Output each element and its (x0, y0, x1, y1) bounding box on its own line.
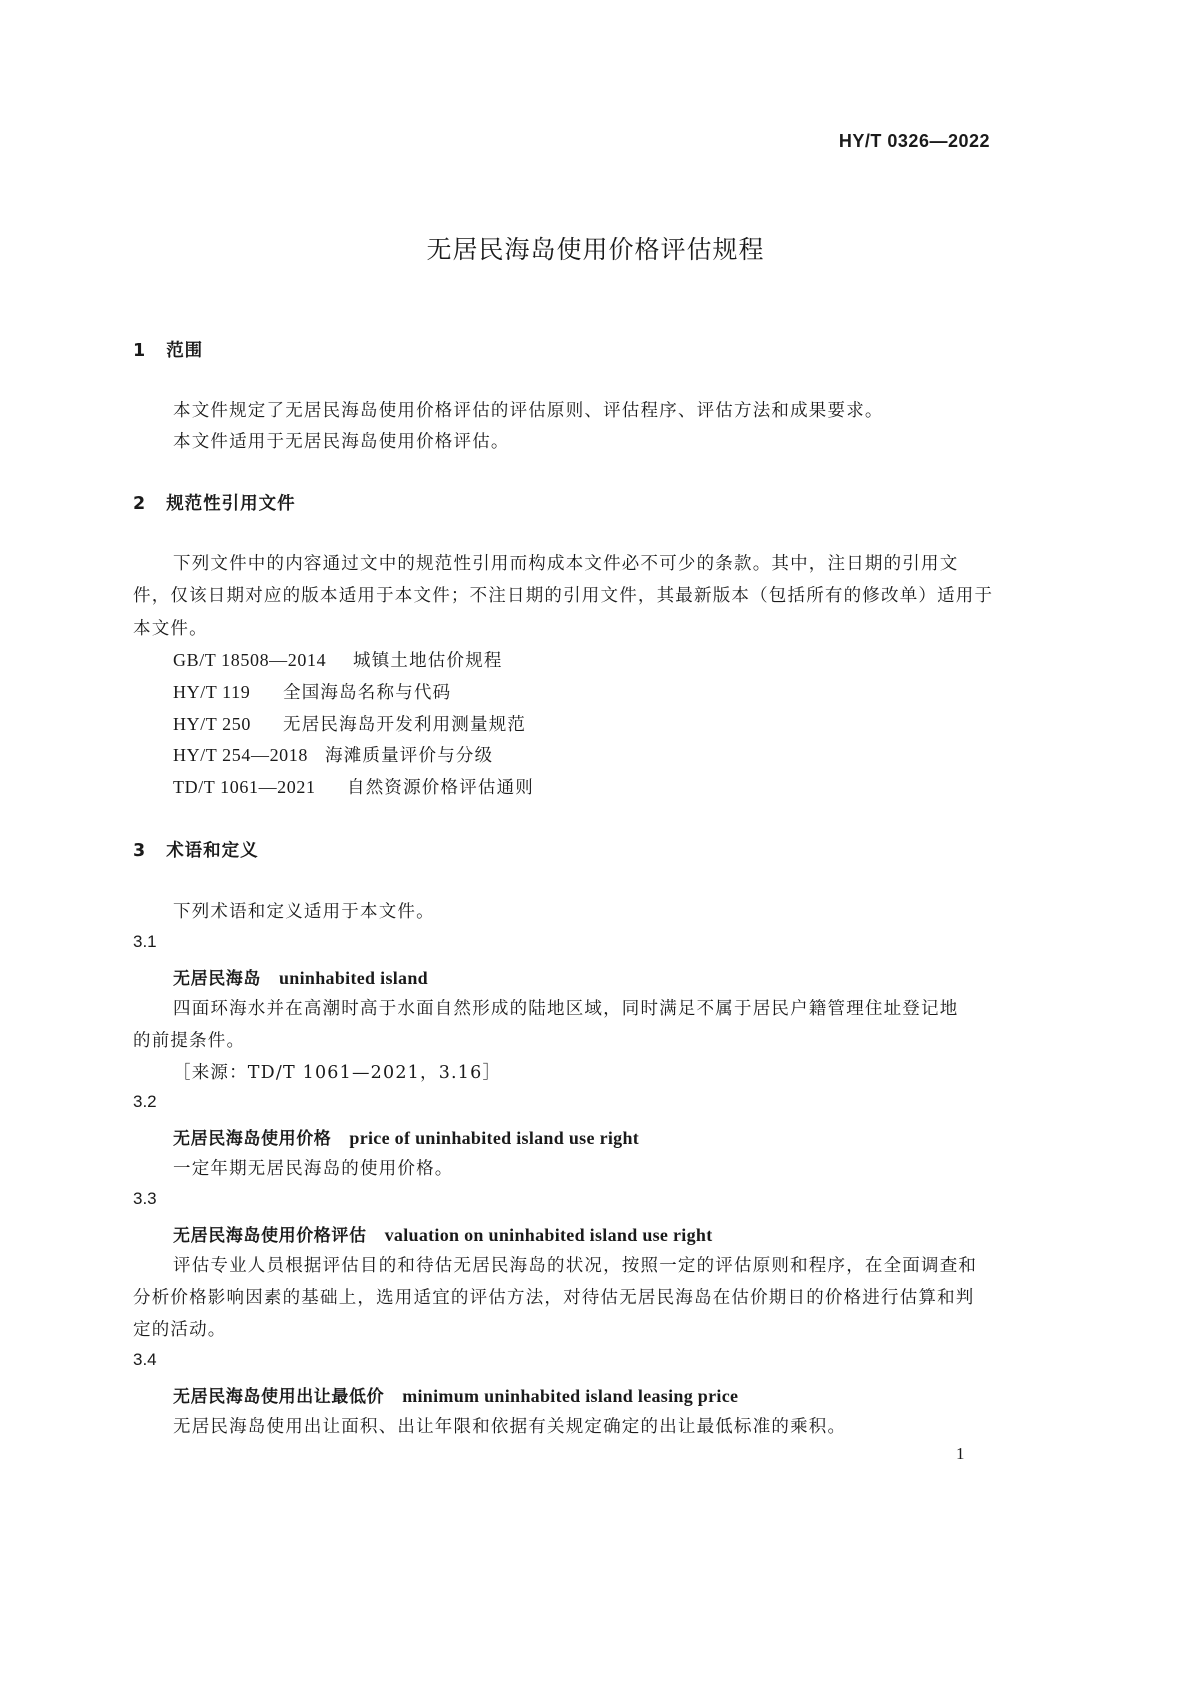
term-number: 3.4 (133, 1350, 157, 1369)
reference-title: 海滩质量评价与分级 (325, 746, 494, 766)
term-source: ［来源：TD/T 1061—2021，3.16］ (173, 1063, 502, 1083)
term-en: valuation on uninhabited island use right (384, 1225, 713, 1245)
section-2-heading (133, 490, 296, 515)
reference-title: 全国海岛名称与代码 (283, 683, 452, 703)
reference-code: HY/T 250 (173, 714, 251, 734)
definition-line: 分析价格影响因素的基础上，选用适宜的评估方法，对待估无居民海岛在估价期日的价格进行估算和判 (133, 1288, 975, 1308)
term-heading (173, 1124, 639, 1149)
term-number: 3.1 (133, 932, 157, 951)
term-heading (173, 964, 428, 989)
term-zh: 无居民海岛使用价格评估 (173, 1226, 367, 1246)
paragraph-line: 本文件。 (133, 619, 208, 639)
reference-code: HY/T 119 (173, 682, 251, 702)
term-en: uninhabited island (279, 968, 428, 988)
reference-title: 无居民海岛开发利用测量规范 (283, 715, 527, 735)
reference-code: TD/T 1061—2021 (173, 777, 316, 797)
term-number: 3.2 (133, 1092, 157, 1111)
reference-title: 自然资源价格评估通则 (347, 778, 534, 798)
section-title: 范围 (166, 341, 204, 361)
definition-line: 无居民海岛使用出让面积、出让年限和依据有关规定确定的出让最低标准的乘积。 (173, 1417, 847, 1437)
section-number: 1 (133, 341, 147, 361)
reference-item (173, 774, 534, 799)
section-title: 规范性引用文件 (166, 494, 296, 514)
definition-line: 的前提条件。 (133, 1031, 246, 1051)
term-number: 3.3 (133, 1189, 157, 1208)
reference-title: 城镇土地估价规程 (353, 651, 503, 671)
term-zh: 无居民海岛使用价格 (173, 1129, 332, 1149)
section-1-heading (133, 337, 203, 362)
reference-item (173, 742, 493, 767)
reference-item (173, 679, 451, 704)
standard-code: HY/T 0326—2022 (838, 131, 990, 151)
reference-code: HY/T 254—2018 (173, 745, 308, 765)
paragraph: 本文件适用于无居民海岛使用价格评估。 (173, 432, 510, 452)
reference-item (173, 711, 526, 736)
term-heading (173, 1221, 713, 1246)
paragraph: 下列术语和定义适用于本文件。 (173, 902, 435, 922)
page-number: 1 (956, 1444, 965, 1463)
reference-item (173, 647, 503, 672)
section-number: 3 (133, 841, 147, 861)
term-en: minimum uninhabited island leasing price (402, 1386, 739, 1406)
section-title: 术语和定义 (166, 841, 259, 861)
term-heading (173, 1382, 738, 1407)
paragraph-line: 件，仅该日期对应的版本适用于本文件；不注日期的引用文件，其最新版本（包括所有的修改单）适用于 (133, 586, 994, 606)
term-zh: 无居民海岛使用出让最低价 (173, 1387, 385, 1407)
paragraph-line: 下列文件中的内容通过文中的规范性引用而构成本文件必不可少的条款。其中，注日期的引用文 (173, 554, 959, 574)
paragraph: 本文件规定了无居民海岛使用价格评估的评估原则、评估程序、评估方法和成果要求。 (173, 401, 884, 421)
definition-line: 一定年期无居民海岛的使用价格。 (173, 1159, 454, 1179)
section-3-heading (133, 837, 259, 862)
definition-line: 四面环海水并在高潮时高于水面自然形成的陆地区域，同时满足不属于居民户籍管理住址登记地 (173, 999, 959, 1019)
document-title: 无居民海岛使用价格评估规程 (426, 235, 765, 264)
reference-code: GB/T 18508—2014 (173, 650, 327, 670)
term-zh: 无居民海岛 (173, 969, 261, 989)
term-en: price of uninhabited island use right (349, 1128, 640, 1148)
definition-line: 评估专业人员根据评估目的和待估无居民海岛的状况，按照一定的评估原则和程序，在全面调查和 (173, 1256, 978, 1276)
definition-line: 定的活动。 (133, 1320, 227, 1340)
section-number: 2 (133, 494, 147, 514)
